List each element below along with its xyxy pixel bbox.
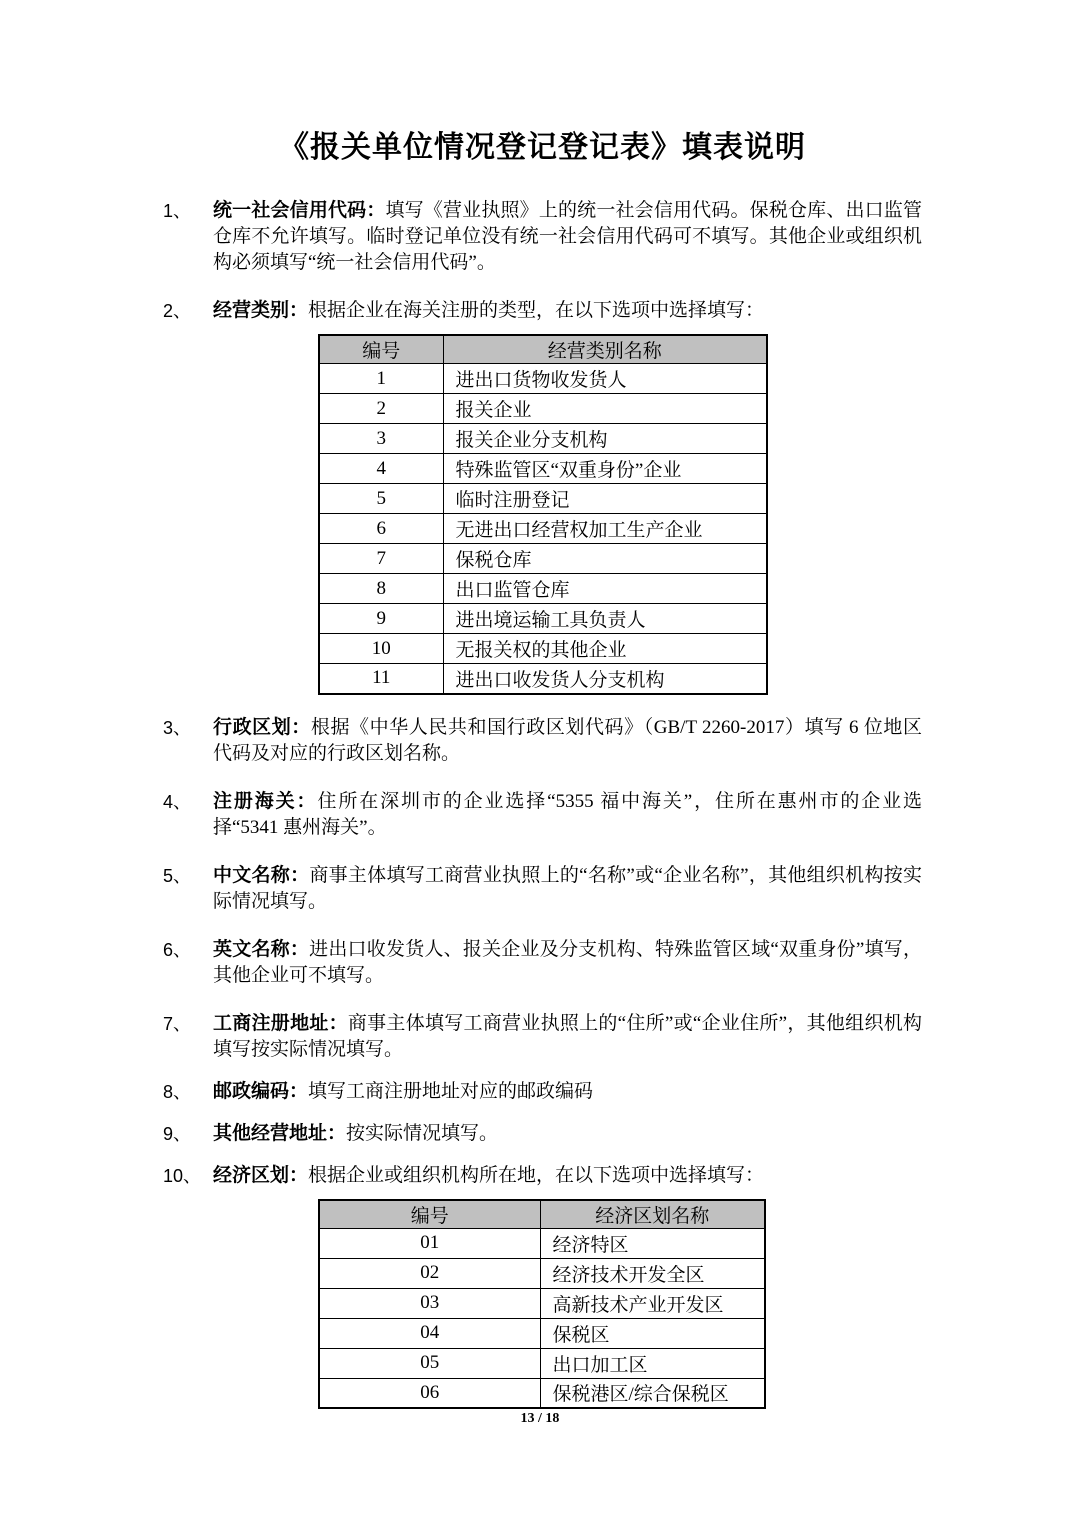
page-title: 《报关单位情况登记登记表》填表说明 [279,131,806,164]
table-header-code: 编号 [319,1200,540,1229]
item-term: 经济区划： [213,1164,309,1186]
item-body [213,1011,922,1063]
item-number: 6、 [163,939,192,960]
table-header-category-name: 经营类别名称 [443,335,767,364]
item-term: 中文名称： [213,864,310,886]
table-row [319,634,767,664]
item-number: 4、 [163,791,192,812]
item-body [213,198,922,276]
page-number: 13 / 18 [520,1411,560,1426]
item-term: 其他经营地址： [213,1122,347,1144]
item-description: 商事主体填写工商营业执照上的“名称”或“企业名称”，其他组织机构按实际情况填写。 [213,864,922,912]
item-body [213,1079,922,1105]
cell-code: 8 [319,574,443,604]
cell-code: 9 [319,604,443,634]
item-body [213,789,922,841]
table-row [319,424,767,454]
table-row [319,604,767,634]
item-description: 填写《营业执照》上的统一社会信用代码。保税仓库、出口监管仓库不允许填写。临时登记单位没有统一社会信用代码可不填写。其他企业或组织机构必须填写“统一社会信用代码”。 [213,200,922,273]
item-term: 英文名称： [213,938,310,960]
cell-name: 报关企业分支机构 [443,424,767,454]
table-row [319,484,767,514]
table-row [319,364,767,394]
table-row [319,1348,765,1378]
instruction-item-9 [163,1121,922,1147]
item-number: 5、 [163,865,192,886]
cell-name: 保税仓库 [443,544,767,574]
table-header-code: 编号 [319,335,443,364]
item-number: 3、 [163,717,192,738]
item-body [213,937,922,989]
item-term: 经营类别： [213,300,309,321]
table-row [319,1318,765,1348]
cell-name: 出口监管仓库 [443,574,767,604]
item-body [213,298,922,324]
cell-name: 高新技术产业开发区 [540,1288,765,1318]
item-term: 行政区划： [213,716,311,738]
item-number: 2、 [163,301,192,321]
instruction-item-5 [163,863,922,915]
table-header-zone-name: 经济区划名称 [540,1200,765,1229]
item-number: 1、 [163,201,192,221]
cell-code: 02 [319,1258,540,1288]
cell-code: 5 [319,484,443,514]
cell-name: 进出口收发货人分支机构 [443,664,767,694]
item-term: 邮政编码： [213,1080,309,1102]
item-description: 填写工商注册地址对应的邮政编码 [308,1080,594,1102]
item-body [213,1163,922,1189]
instruction-item-8 [163,1079,922,1105]
table-row [319,574,767,604]
item-description: 进出口收发货人、报关企业及分支机构、特殊监管区域“双重身份”填写，其他企业可不填写。 [213,938,922,986]
cell-code: 7 [319,544,443,574]
cell-code: 01 [319,1228,540,1258]
cell-name: 特殊监管区“双重身份”企业 [443,454,767,484]
item-term: 统一社会信用代码： [213,200,386,221]
cell-code: 6 [319,514,443,544]
instruction-item-10 [163,1163,922,1189]
business-category-table-wrap [163,334,922,695]
item-number: 10、 [163,1165,202,1186]
table-row [319,544,767,574]
item-body [213,863,922,915]
item-number: 8、 [163,1081,192,1102]
economic-zone-table [318,1199,766,1410]
cell-name: 无报关权的其他企业 [443,634,767,664]
item-number: 7、 [163,1013,192,1034]
table-row [319,1258,765,1288]
item-body [213,715,922,767]
cell-name: 出口加工区 [540,1348,765,1378]
instruction-item-1 [163,198,922,276]
instruction-item-4 [163,789,922,841]
cell-code: 2 [319,394,443,424]
cell-code: 3 [319,424,443,454]
item-description: 按实际情况填写。 [346,1122,499,1144]
cell-code: 1 [319,364,443,394]
business-category-table [318,334,768,695]
cell-code: 06 [319,1378,540,1408]
cell-name: 进出境运输工具负责人 [443,604,767,634]
cell-name: 经济特区 [540,1228,765,1258]
cell-code: 04 [319,1318,540,1348]
instruction-item-7 [163,1011,922,1063]
item-description: 根据企业在海关注册的类型，在以下选项中选择填写： [308,300,765,321]
cell-name: 临时注册登记 [443,484,767,514]
table-row [319,1288,765,1318]
cell-name: 无进出口经营权加工生产企业 [443,514,767,544]
cell-code: 10 [319,634,443,664]
instruction-item-2 [163,298,922,324]
cell-name: 保税区 [540,1318,765,1348]
item-description: 根据《中华人民共和国行政区划代码》（GB/T 2260-2017）填写 6 位地区代码及对应的行政区划名称。 [213,716,922,764]
cell-name: 进出口货物收发货人 [443,364,767,394]
item-description: 根据企业或组织机构所在地，在以下选项中选择填写： [308,1164,765,1186]
table-header-row [319,1200,765,1229]
table-row [319,1228,765,1258]
item-number: 9、 [163,1123,192,1144]
table-row [319,514,767,544]
cell-code: 05 [319,1348,540,1378]
cell-name: 经济技术开发全区 [540,1258,765,1288]
cell-name: 报关企业 [443,394,767,424]
item-body [213,1121,922,1147]
cell-code: 4 [319,454,443,484]
table-row [319,454,767,484]
cell-code: 03 [319,1288,540,1318]
table-row [319,1378,765,1408]
item-description: 住所在深圳市的企业选择“5355 福中海关”，住所在惠州市的企业选择“5341 惠州海关”。 [213,790,922,838]
cell-code: 11 [319,664,443,694]
item-term: 工商注册地址： [213,1012,348,1034]
table-row [319,394,767,424]
table-row [319,664,767,694]
instruction-item-6 [163,937,922,989]
item-description: 商事主体填写工商营业执照上的“住所”或“企业住所”，其他组织机构填写按实际情况填写。 [213,1012,922,1060]
instruction-item-3 [163,715,922,767]
item-term: 注册海关： [213,790,318,812]
table-header-row [319,335,767,364]
cell-name: 保税港区/综合保税区 [540,1378,765,1408]
